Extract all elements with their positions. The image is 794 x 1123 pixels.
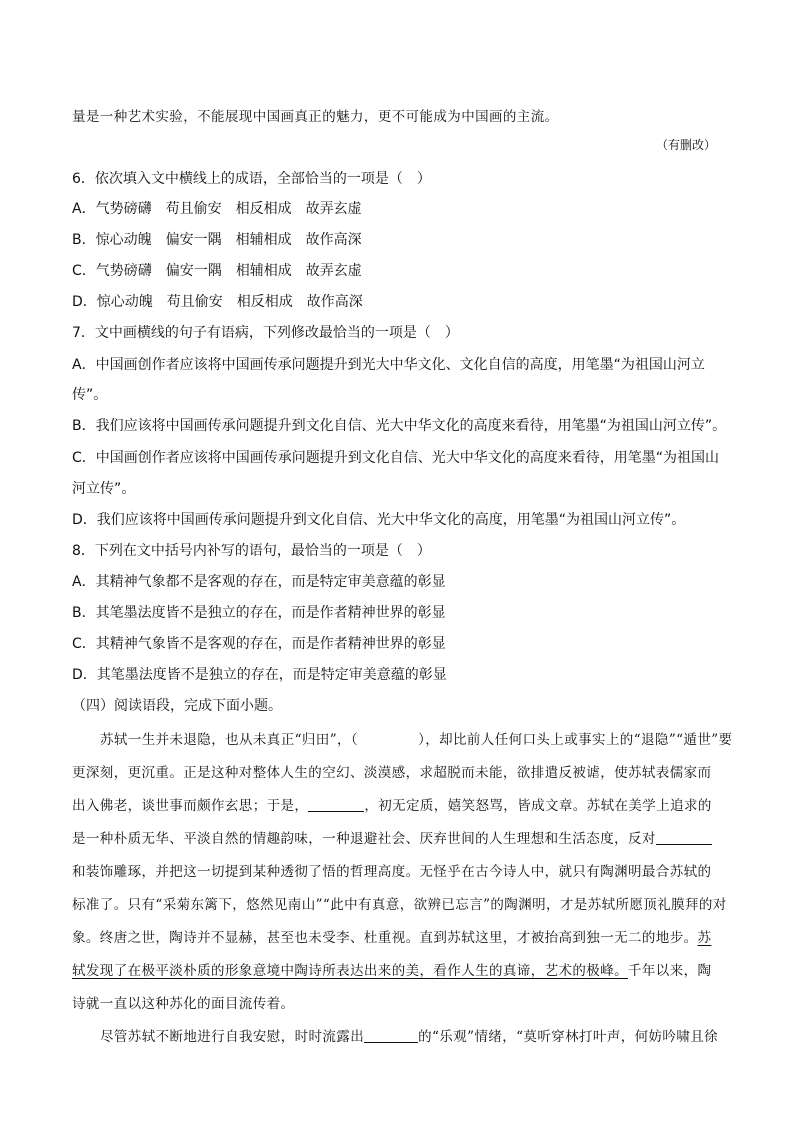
- passage-line-2: 更深刻，更沉重。正是这种对整体人生的空幻、淡漠感，求超脱而未能，欲排遣反被谑，使苏轼表儒家而: [72, 765, 712, 781]
- fill-blank-3: [656, 830, 712, 845]
- q6-option-d: D．惊心动魄 苟且偷安 相反相成 故作高深: [72, 294, 363, 310]
- fill-blank-4: [364, 1028, 418, 1043]
- passage-line-9: 诗就一直以这种苏化的面目流传着。: [72, 996, 295, 1012]
- q8-option-b: B．其笔墨法度皆不是独立的存在，而是作者精神世界的彰显: [72, 605, 446, 621]
- passage-line-1: 苏轼一生并未退隐，也从未真正“归田”，（ ），却比前人任何口头上或事实上的“退隐”“遁世”要: [100, 732, 733, 748]
- fill-blank-2: [308, 797, 364, 812]
- q7-option-d: D．我们应该将中国画传承问题提升到文化自信、光大中华文化的高度，用笔墨“为祖国山河立传”。: [72, 512, 686, 528]
- q6-stem: 6．依次填入文中横线上的成语，全部恰当的一项是（ ）: [72, 171, 431, 187]
- q8-option-c: C．其精神气象皆不是客观的存在，而是作者精神世界的彰显: [72, 636, 446, 652]
- q7-option-c-line2: 河立传”。: [72, 481, 136, 497]
- q6-option-a: A．气势磅礴 苟且偷安 相反相成 故弄玄虚: [72, 201, 362, 217]
- passage-prev-end: 量是一种艺术实验，不能展现中国画真正的魅力，更不可能成为中国画的主流。: [72, 109, 559, 125]
- q8-option-d: D．其笔墨法度皆不是独立的存在，而是特定审美意蕴的彰显: [72, 667, 447, 683]
- passage-line-5: 和装饰雕琢，并把这一切提到某种透彻了悟的哲理高度。无怪乎在古今诗人中，就只有陶渊明最合苏轼的: [72, 864, 712, 880]
- q8-stem: 8．下列在文中括号内补写的语句，最恰当的一项是（ ）: [72, 543, 431, 559]
- q7-stem: 7．文中画横线的句子有语病，下列修改最恰当的一项是（ ）: [72, 325, 459, 341]
- q7-option-b: B．我们应该将中国画传承问题提升到文化自信、光大中华文化的高度来看待，用笔墨“为祖国山河立传”。: [72, 418, 727, 434]
- underlined-sentence: 轼发现了在极平淡朴质的形象意境中陶诗所表达出来的美，看作人生的真谛，艺术的极峰。: [72, 963, 628, 979]
- passage-line-10: 尽管苏轼不断地进行自我安慰，时时流露出 的“乐观”情绪，“莫听穿林打叶声，何妨吟啸且徐: [100, 1029, 719, 1045]
- q6-option-b: B．惊心动魄 偏安一隅 相辅相成 故作高深: [72, 232, 362, 248]
- underlined-sentence-start: 苏: [697, 930, 712, 946]
- q8-option-a: A．其精神气象都不是客观的存在，而是特定审美意蕴的彰显: [72, 574, 446, 590]
- passage-line-7: 象。终唐之世，陶诗并不显赫，甚至也未受李、杜重视。直到苏轼这里，才被抬高到独一无二的地步。苏: [72, 930, 712, 946]
- passage-line-8: 轼发现了在极平淡朴质的形象意境中陶诗所表达出来的美，看作人生的真谛，艺术的极峰。千年以来，陶: [72, 963, 712, 979]
- passage-line-3: 出入佛老，谈世事而颇作玄思；于是， ，初无定质，嬉笑怒骂，皆成文章。苏轼在美学上追求的: [72, 798, 712, 814]
- section4-title: （四）阅读语段，完成下面小题。: [72, 698, 282, 714]
- q7-option-a-line2: 传”。: [72, 387, 108, 403]
- source-note: （有删改）: [655, 138, 716, 152]
- q7-option-a-line1: A．中国画创作者应该将中国画传承问题提升到光大中华文化、文化自信的高度，用笔墨“为祖国山河立: [72, 357, 705, 373]
- q6-option-c: C．气势磅礴 偏安一隅 相辅相成 故弄玄虚: [72, 263, 362, 279]
- passage-line-4: 是一种朴质无华、平淡自然的情趣韵味，一种退避社会、厌弃世间的人生理想和生活态度，反对: [72, 827, 712, 847]
- passage-line-6: 标准了。只有“采菊东篱下，悠然见南山”“此中有真意，欲辨已忘言”的陶渊明，才是苏轼所愿顶礼膜拜的对: [72, 897, 727, 913]
- q7-option-c-line1: C．中国画创作者应该将中国画传承问题提升到文化自信、光大中华文化的高度来看待，用笔墨“为祖国山: [72, 450, 720, 466]
